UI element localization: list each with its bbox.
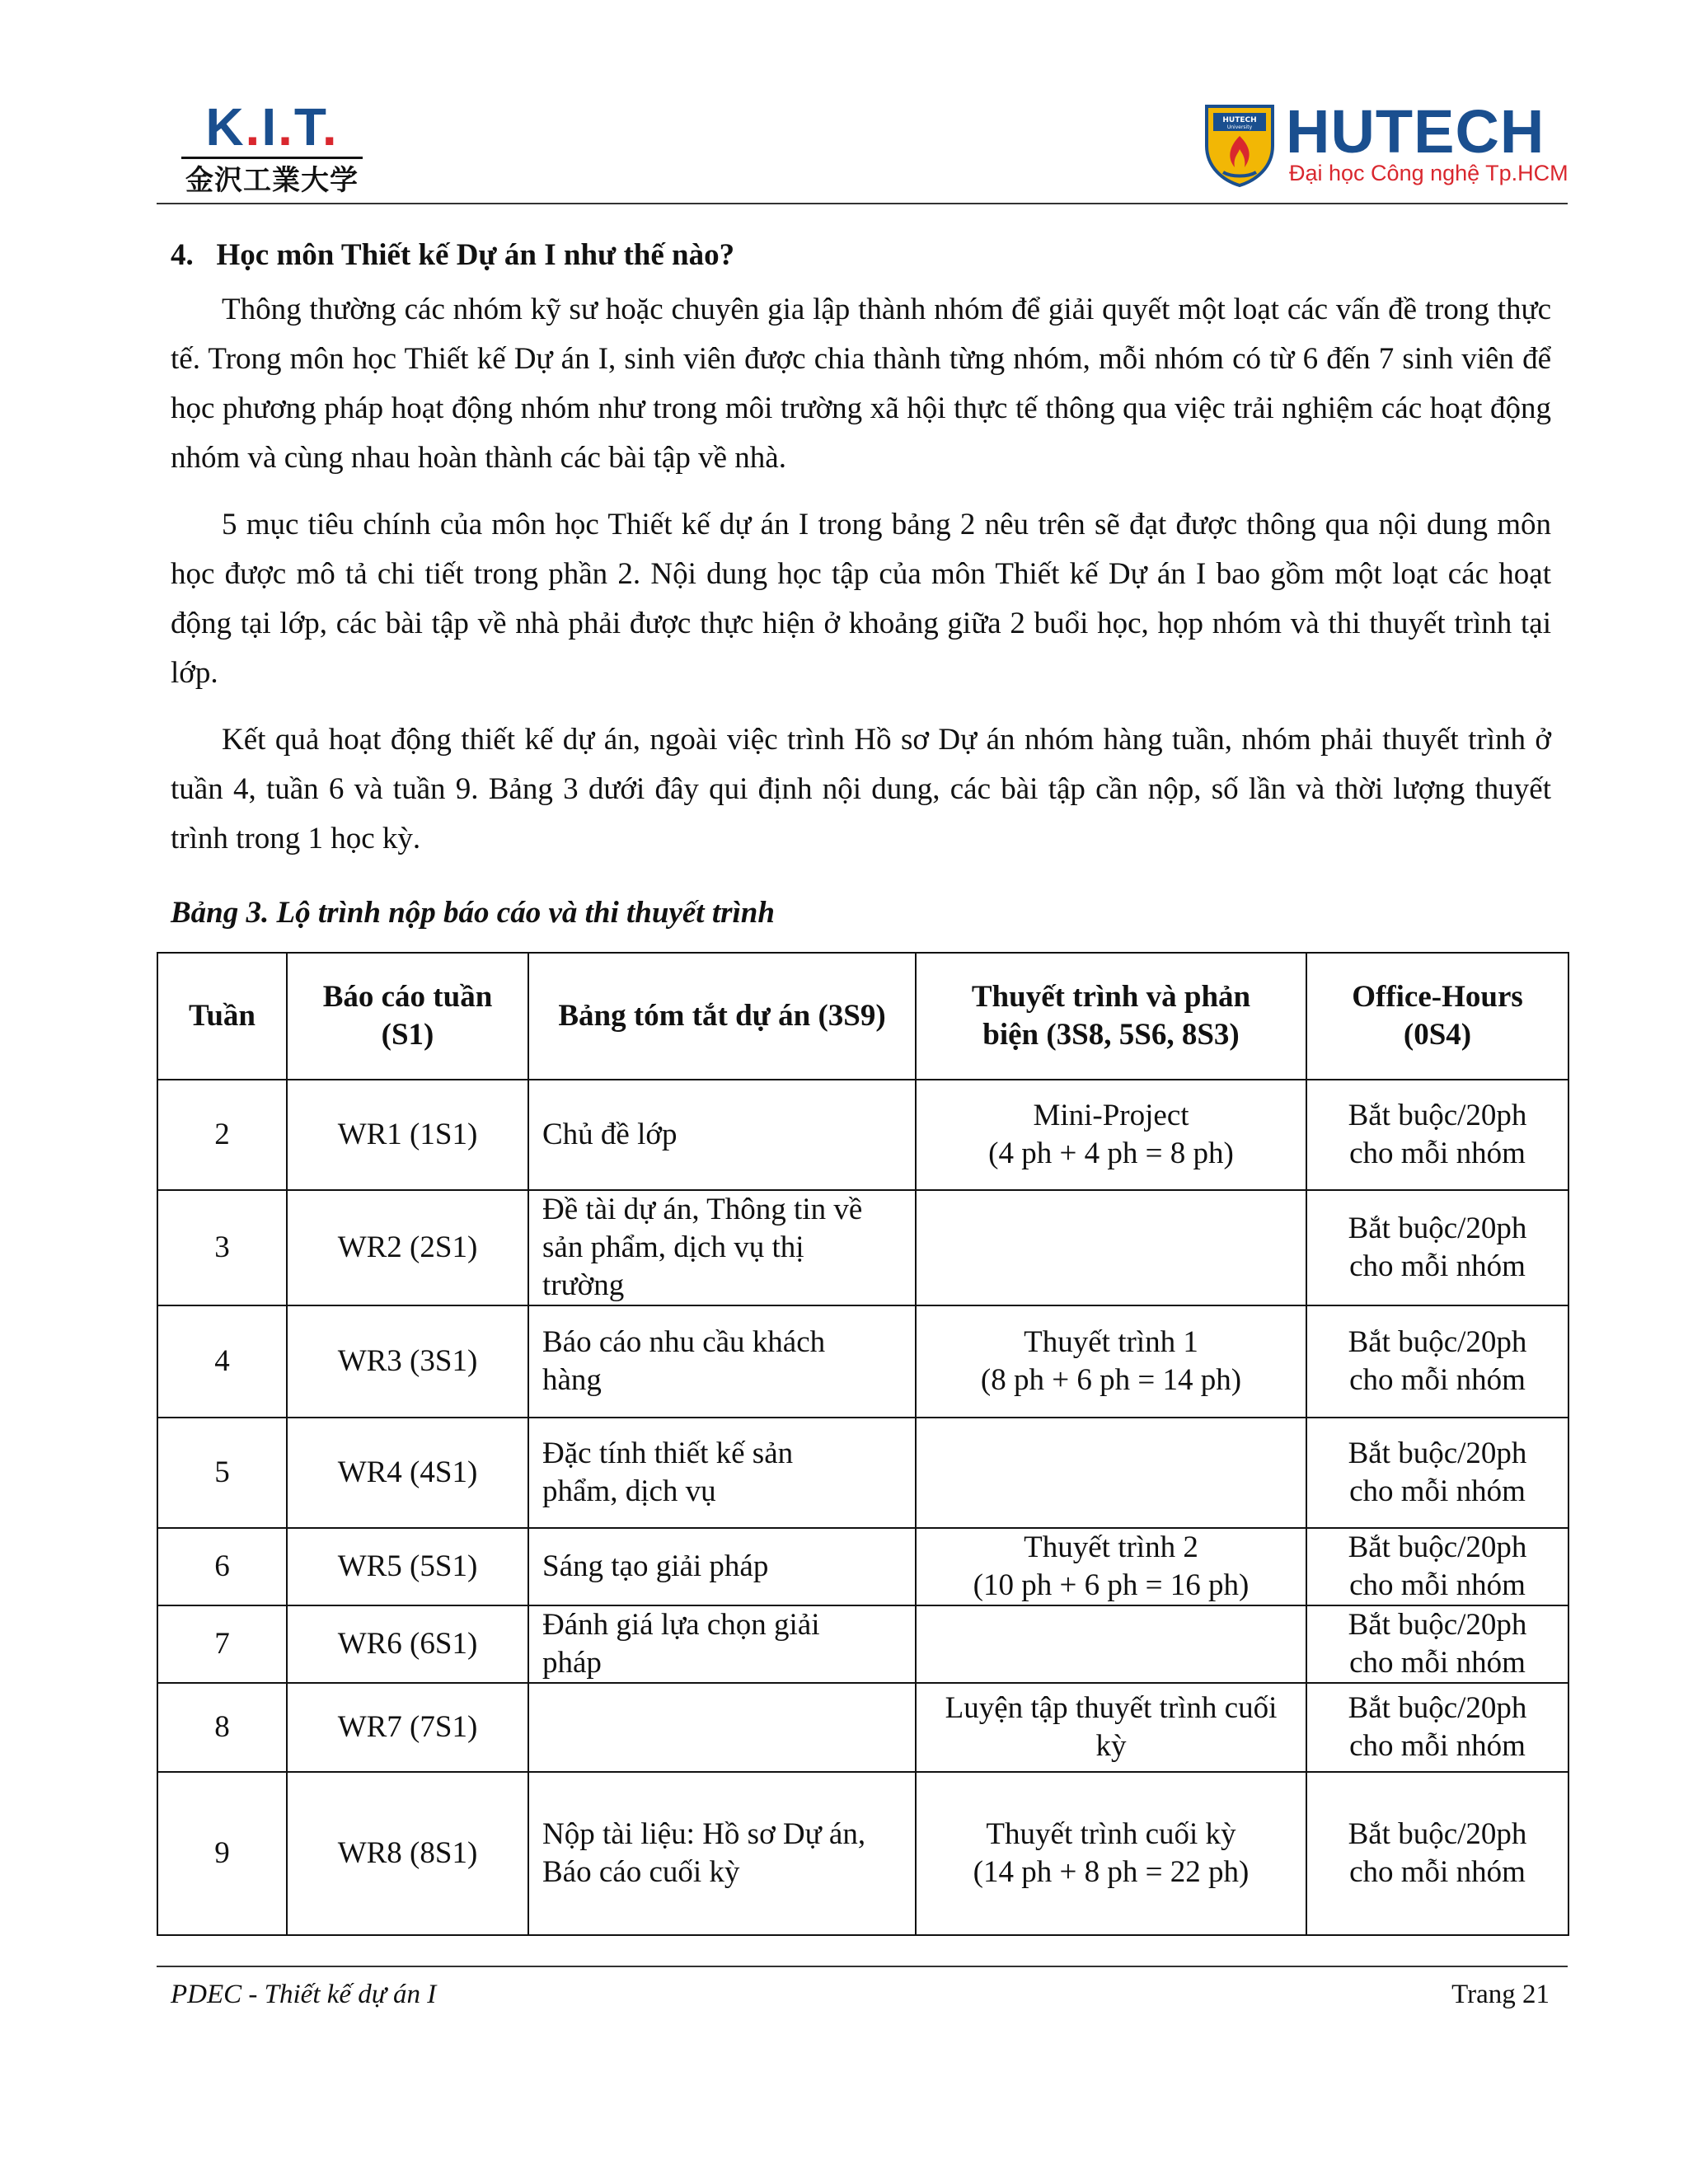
footer-course-title: PDEC - Thiết kế dự án I: [171, 1980, 437, 2009]
cell-presentation: Luyện tập thuyết trình cuối kỳ: [916, 1683, 1306, 1772]
cell-report: WR8 (8S1): [287, 1772, 528, 1935]
cell-office-hours: Bắt buộc/20ph cho mỗi nhóm: [1306, 1605, 1568, 1683]
cell-week: 8: [157, 1683, 287, 1772]
hutech-shield-icon: [1203, 103, 1276, 187]
header-office-hours: Office-Hours (0S4): [1306, 953, 1568, 1080]
kit-logo: [181, 97, 363, 197]
cell-summary: Sáng tạo giải pháp: [528, 1528, 916, 1605]
kit-wordmark: K.I.T.: [205, 97, 339, 157]
cell-report: WR7 (7S1): [287, 1683, 528, 1772]
cell-summary: Đánh giá lựa chọn giải pháp: [528, 1605, 916, 1683]
cell-report: WR6 (6S1): [287, 1605, 528, 1683]
cell-summary: Báo cáo nhu cầu khách hàng: [528, 1305, 916, 1418]
schedule-table: [157, 952, 1569, 1936]
hutech-logo: [1203, 97, 1568, 185]
cell-week: 5: [157, 1418, 287, 1528]
cell-week: 4: [157, 1305, 287, 1418]
footer-page-number: Trang 21: [1451, 1980, 1550, 2009]
cell-summary: Chủ đề lớp: [528, 1080, 916, 1190]
paragraph-2: 5 mục tiêu chính của môn học Thiết kế dự án I trong bảng 2 nêu trên sẽ đạt được thông qua nội dung môn học được mô tả chi tiết trong phần 2. Nội dung học tập của môn Thiết kế Dự án I bao gồm một loạt các hoạt động tại lớp, các bài tập về nhà phải được thực hiện ở khoảng giữa 2 buổi học, họp nhóm và thi thuyết trình tại lớp.: [171, 508, 1551, 690]
cell-presentation: Mini-Project (4 ph + 4 ph = 8 ph): [916, 1080, 1306, 1190]
header-presentation: Thuyết trình và phản biện (3S8, 5S6, 8S3): [916, 953, 1306, 1080]
cell-week: 6: [157, 1528, 287, 1605]
kit-japanese-name: 金沢工業大学: [185, 164, 359, 197]
cell-report: WR3 (3S1): [287, 1305, 528, 1418]
cell-office-hours: Bắt buộc/20ph cho mỗi nhóm: [1306, 1080, 1568, 1190]
cell-office-hours: Bắt buộc/20ph cho mỗi nhóm: [1306, 1772, 1568, 1935]
hutech-subtitle: Đại học Công nghệ Tp.HCM: [1289, 161, 1568, 185]
table-row: [157, 1528, 1568, 1605]
paragraph-3: Kết quả hoạt động thiết kế dự án, ngoài việc trình Hồ sơ Dự án nhóm hàng tuần, nhóm phải thuyết trình ở tuần 4, tuần 6 và tuần 9. Bảng 3 dưới đây qui định nội dung, các bài tập cần nộp, số lần và thời lượng thuyết trình trong 1 học kỳ.: [171, 723, 1551, 855]
header-weekly-report: Báo cáo tuần (S1): [287, 953, 528, 1080]
cell-office-hours: Bắt buộc/20ph cho mỗi nhóm: [1306, 1190, 1568, 1305]
cell-presentation: Thuyết trình 1 (8 ph + 6 ph = 14 ph): [916, 1305, 1306, 1418]
hutech-wordmark: HUTECH: [1286, 97, 1545, 166]
table-caption: Bảng 3. Lộ trình nộp báo cáo và thi thuyết trình: [171, 896, 775, 930]
cell-office-hours: Bắt buộc/20ph cho mỗi nhóm: [1306, 1683, 1568, 1772]
cell-summary: Nộp tài liệu: Hồ sơ Dự án, Báo cáo cuối kỳ: [528, 1772, 916, 1935]
table-row: [157, 1080, 1568, 1190]
cell-presentation: [916, 1190, 1306, 1305]
table-row: [157, 1418, 1568, 1528]
header-project-summary: Bảng tóm tắt dự án (3S9): [528, 953, 916, 1080]
cell-presentation: Thuyết trình 2 (10 ph + 6 ph = 16 ph): [916, 1528, 1306, 1605]
cell-report: WR5 (5S1): [287, 1528, 528, 1605]
cell-week: 9: [157, 1772, 287, 1935]
header-divider: [157, 203, 1568, 204]
cell-report: WR2 (2S1): [287, 1190, 528, 1305]
cell-report: WR1 (1S1): [287, 1080, 528, 1190]
cell-summary: Đề tài dự án, Thông tin về sản phẩm, dịch vụ thị trường: [528, 1190, 916, 1305]
table-row: [157, 1605, 1568, 1683]
table-row: [157, 1683, 1568, 1772]
cell-week: 7: [157, 1605, 287, 1683]
table-row: [157, 1190, 1568, 1305]
header-week: Tuần: [157, 953, 287, 1080]
table-header-row: [157, 953, 1568, 1080]
footer-divider: [157, 1966, 1568, 1967]
svg-text:University: University: [1226, 124, 1253, 130]
table-row: [157, 1305, 1568, 1418]
kit-logo-divider: [181, 157, 363, 159]
cell-office-hours: Bắt buộc/20ph cho mỗi nhóm: [1306, 1418, 1568, 1528]
table-row: [157, 1772, 1568, 1935]
cell-week: 3: [157, 1190, 287, 1305]
cell-office-hours: Bắt buộc/20ph cho mỗi nhóm: [1306, 1305, 1568, 1418]
cell-report: WR4 (4S1): [287, 1418, 528, 1528]
paragraph-1: Thông thường các nhóm kỹ sư hoặc chuyên gia lập thành nhóm để giải quyết một loạt các vấn đề trong thực tế. Trong môn học Thiết kế Dự án I, sinh viên được chia thành từng nhóm, mỗi nhóm có từ 6 đến 7 sinh viên để học phương pháp hoạt động nhóm như trong môi trường xã hội thực tế thông qua việc trải nghiệm các hoạt động nhóm và cùng nhau hoàn thành các bài tập về nhà.: [171, 293, 1551, 475]
section-heading: 4. Học môn Thiết kế Dự án I như thế nào?: [171, 238, 735, 272]
cell-presentation: Thuyết trình cuối kỳ (14 ph + 8 ph = 22 ph): [916, 1772, 1306, 1935]
svg-text:HUTECH: HUTECH: [1222, 116, 1257, 124]
cell-office-hours: Bắt buộc/20ph cho mỗi nhóm: [1306, 1528, 1568, 1605]
cell-summary: [528, 1683, 916, 1772]
cell-week: 2: [157, 1080, 287, 1190]
cell-presentation: [916, 1605, 1306, 1683]
cell-summary: Đặc tính thiết kế sản phẩm, dịch vụ: [528, 1418, 916, 1528]
cell-presentation: [916, 1418, 1306, 1528]
